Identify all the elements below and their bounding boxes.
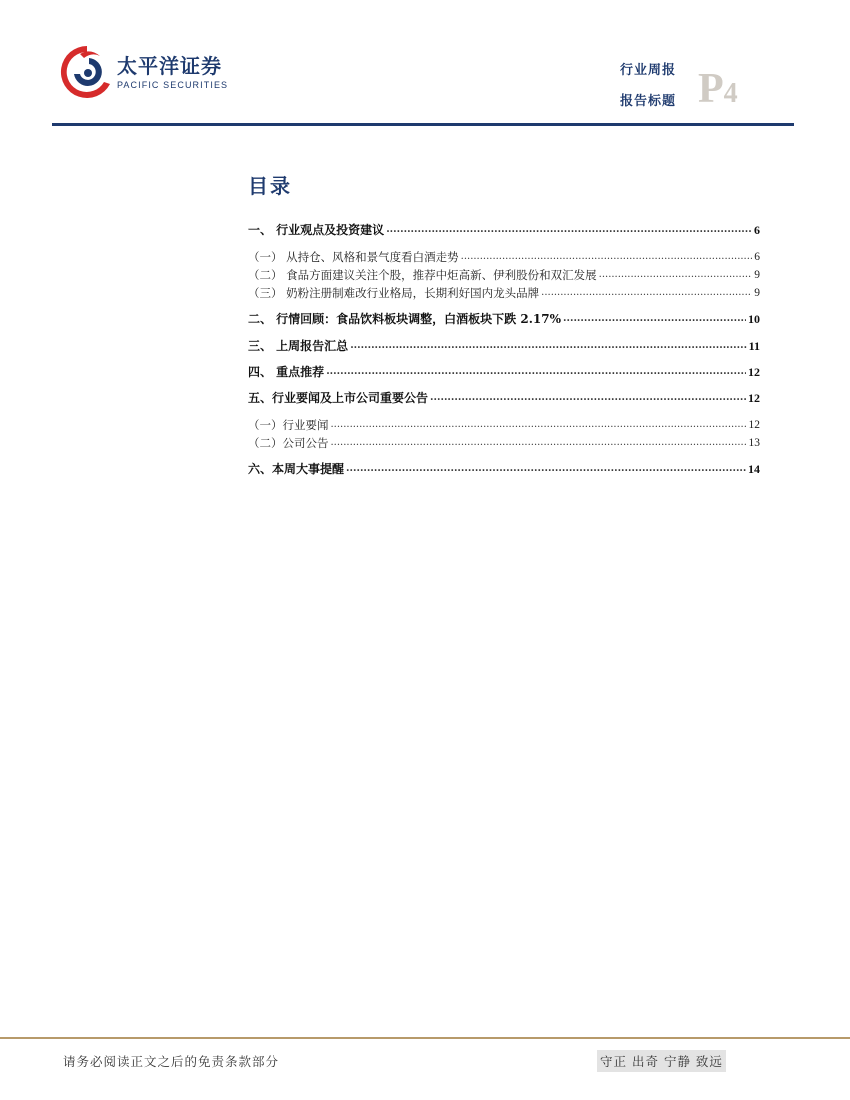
toc-entry[interactable]: [248, 338, 760, 354]
toc-entry[interactable]: [248, 222, 760, 238]
toc-entry-page: 14: [748, 462, 760, 476]
toc-entry-label: 一、 行业观点及投资建议: [248, 223, 385, 237]
footer-disclaimer: 请务必阅读正文之后的免责条款部分: [63, 1054, 280, 1069]
pacific-securities-logo-icon: [60, 44, 114, 100]
toc-entry[interactable]: [248, 435, 760, 451]
page-number-mark: [698, 68, 738, 110]
toc-entry[interactable]: [248, 364, 760, 380]
toc-entry-page: 6: [754, 223, 760, 237]
footer-slogan: 守正 出奇 宁静 致远: [597, 1050, 726, 1072]
toc-entry-page: 12: [748, 419, 760, 431]
toc-entry-page: 12: [748, 365, 760, 379]
toc-entry[interactable]: [248, 249, 760, 265]
company-logo: [60, 44, 250, 104]
report-title: 报告标题: [620, 94, 677, 109]
toc-leader-dots: [599, 267, 753, 283]
toc-entry-page: 9: [754, 287, 760, 299]
toc-entry-page: 6: [754, 251, 760, 263]
toc-leader-dots: [461, 249, 753, 265]
toc-leader-dots: [331, 417, 747, 433]
toc-entry[interactable]: [248, 461, 760, 477]
toc-entry-label: （一） 从持仓、风格和景气度看白酒走势: [248, 250, 459, 264]
toc-entry-label: 六、本周大事提醒: [248, 462, 345, 476]
header-divider: [52, 123, 794, 126]
toc-leader-dots: [430, 390, 746, 406]
toc-leader-dots: [563, 311, 746, 327]
toc-leader-dots: [541, 285, 752, 301]
toc-leader-dots: [350, 338, 746, 354]
toc-entry-page: 10: [748, 312, 760, 326]
logo-english-name: PACIFIC SECURITIES: [117, 80, 229, 90]
toc-entry-label: （一）行业要闻: [248, 418, 329, 432]
toc-entry-page: 13: [748, 437, 760, 449]
page-number: 4: [723, 78, 738, 109]
toc-entry-label: （二） 食品方面建议关注个股，推荐中炬高新、伊利股份和双汇发展: [248, 268, 597, 282]
toc-leader-dots: [386, 222, 752, 238]
toc-entry-label: 四、 重点推荐: [248, 365, 325, 379]
logo-chinese-name: 太平洋证券: [117, 54, 222, 78]
toc-leader-dots: [346, 461, 746, 477]
toc-entry-label: （二）公司公告: [248, 436, 329, 450]
footer-divider: [0, 1037, 850, 1039]
toc-entry-page: 12: [748, 391, 760, 405]
toc-entry-page: 9: [754, 269, 760, 281]
toc-entry-label: 二、 行情回顾：食品饮料板块调整，白酒板块下跌 2.17%: [248, 312, 561, 326]
toc-entry-label: 五、行业要闻及上市公司重要公告: [248, 391, 429, 405]
toc-entry-label: 三、 上周报告汇总: [248, 339, 349, 353]
toc-entry[interactable]: [248, 417, 760, 433]
toc-entry-page: 11: [748, 339, 760, 353]
toc-entry[interactable]: [248, 390, 760, 406]
toc-entry[interactable]: [248, 267, 760, 283]
report-type: 行业周报: [620, 63, 677, 78]
page-letter: P: [698, 66, 724, 112]
toc-entry[interactable]: [248, 311, 760, 327]
toc-entry-label: （三） 奶粉注册制难改行业格局，长期利好国内龙头品牌: [248, 286, 540, 300]
toc-heading: 目录: [248, 174, 292, 198]
toc-leader-dots: [331, 435, 747, 451]
toc-leader-dots: [326, 364, 746, 380]
page-header: [0, 0, 850, 130]
toc-entry[interactable]: [248, 285, 760, 301]
